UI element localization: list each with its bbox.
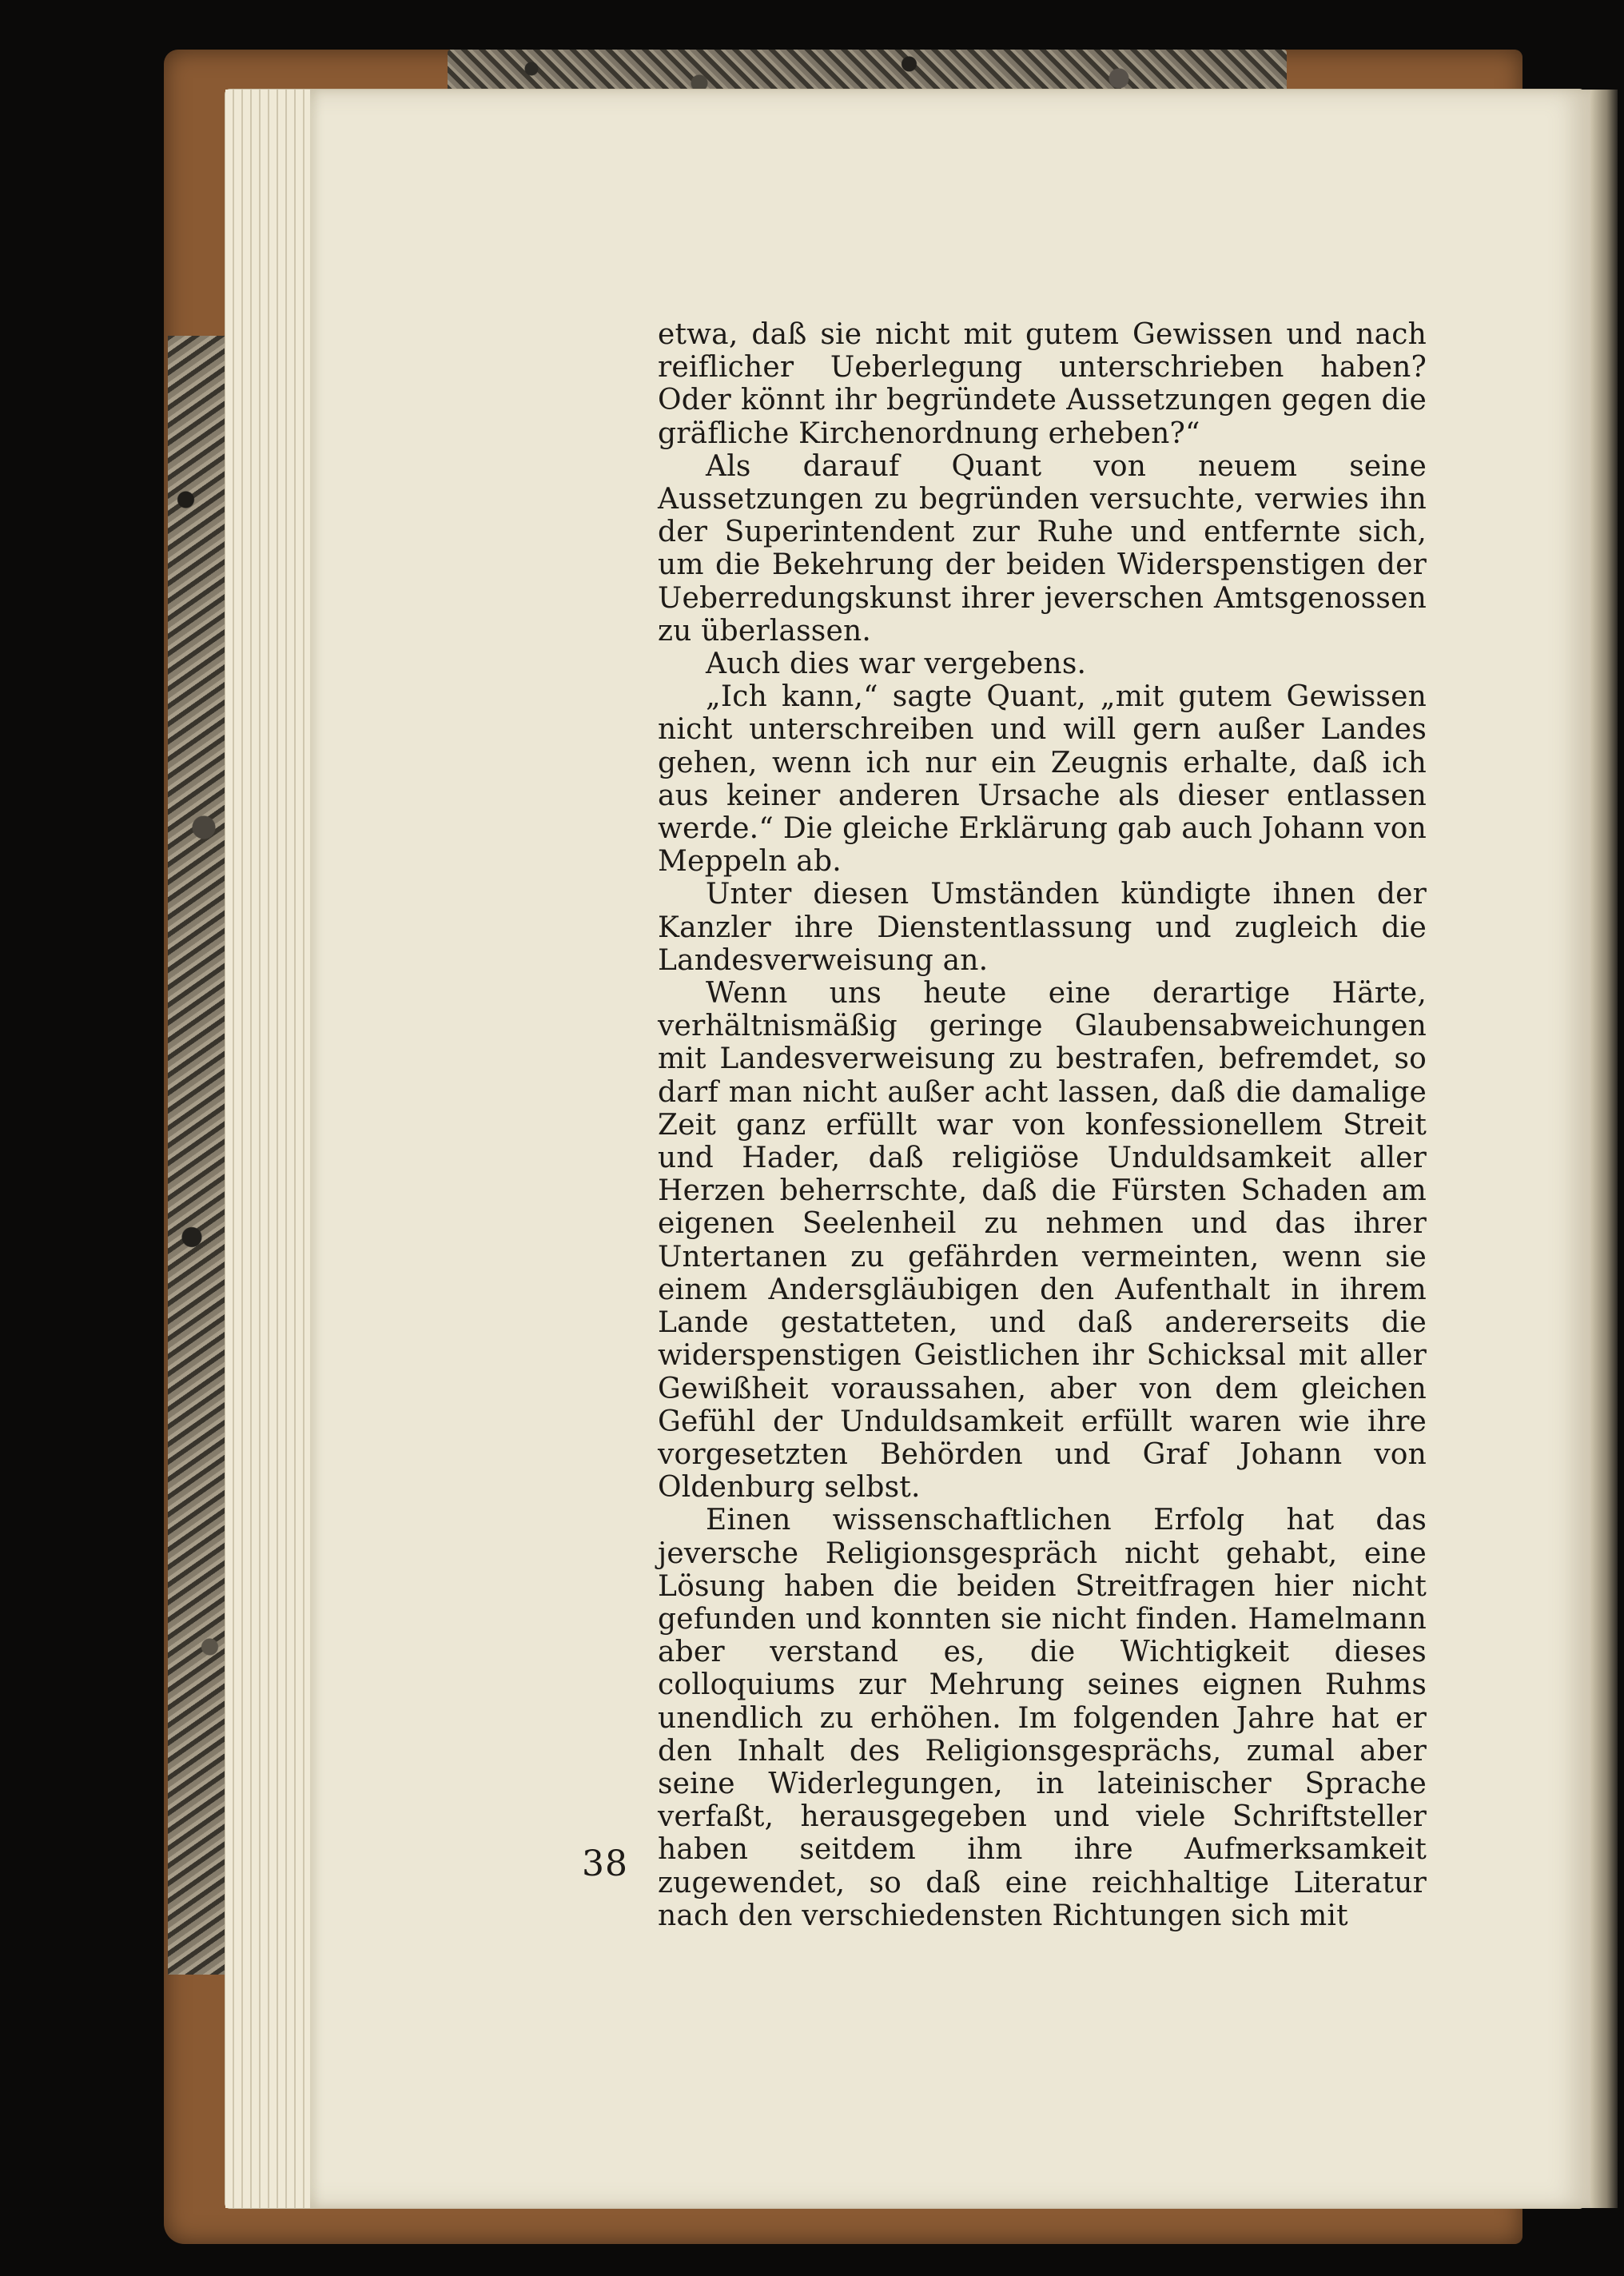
body-text xyxy=(658,318,1427,1932)
page-gutter-shadow xyxy=(1590,90,1618,2208)
page-stack-edges xyxy=(225,90,313,2208)
paragraph: Als darauf Quant von neuem seine Aussetzungen zu begründen versuchte, verwies ihn der Superintendent zur Ruhe und entfernte sich, um die Bekehrung der beiden Widerspenstigen der Ueberredungskunst ihrer jeverschen Amtsgenossen zu überlassen. xyxy=(658,449,1427,648)
paragraph: „Ich kann,“ sagte Quant, „mit gutem Gewissen nicht unterschreiben und will gern außer Landes gehen, wenn ich nur ein Zeugnis erhalte, daß ich aus keiner anderen Ursache als dieser entlassen werde.“ Die gleiche Erklärung gab auch Johann von Meppeln ab. xyxy=(658,680,1427,879)
paragraph: Einen wissenschaftlichen Erfolg hat das jeversche Religionsgespräch nicht gehabt, eine Lösung haben die beiden Streitfragen hier nicht gefunden und konnten sie nicht finden. Hamelmann aber verstand es, die Wichtigkeit dieses colloquiums zur Mehrung seines eignen Ruhms unendlich zu erhöhen. Im folgenden Jahre hat er den Inhalt des Religionsgesprächs, zumal aber seine Widerlegungen, in lateinischer Sprache verfaßt, herausgegeben und viele Schriftsteller haben seitdem ihm ihre Aufmerksamkeit zugewendet, so daß eine reichhaltige Literatur nach den verschiedensten Richtungen sich mit xyxy=(658,1504,1427,1932)
paragraph: etwa, daß sie nicht mit gutem Gewissen und nach reiflicher Ueberlegung unterschrieben haben? Oder könnt ihr begründete Aussetzungen gegen die gräfliche Kirchenordnung erheben?“ xyxy=(658,318,1427,450)
paragraph: Wenn uns heute eine derartige Härte, verhältnismäßig geringe Glaubensabweichungen mit Landesverweisung zu bestrafen, befremdet, so darf man nicht außer acht lassen, daß die damalige Zeit ganz erfüllt war von konfessionellem Streit und Hader, daß religiöse Unduldsamkeit aller Herzen beherrschte, daß die Fürsten Schaden am eigenen Seelenheil zu nehmen und das ihrer Untertanen zu gefährden vermeinten, wenn sie einem Andersgläubigen den Aufenthalt in ihrem Lande gestatteten, und daß andererseits die widerspenstigen Geistlichen ihr Schicksal mit aller Gewißheit voraussahen, aber von dem gleichen Gefühl der Unduldsamkeit erfüllt waren wie ihre vorgesetzten Behörden und Graf Johann von Oldenburg selbst. xyxy=(658,977,1427,1505)
paragraph: Unter diesen Umständen kündigte ihnen der Kanzler ihre Dienstentlassung und zugleich die Landesverweisung an. xyxy=(658,878,1427,977)
marbled-edge-left xyxy=(168,336,228,1975)
paragraph: Auch dies war vergebens. xyxy=(706,648,1087,681)
page-number: 38 xyxy=(582,1844,628,1884)
